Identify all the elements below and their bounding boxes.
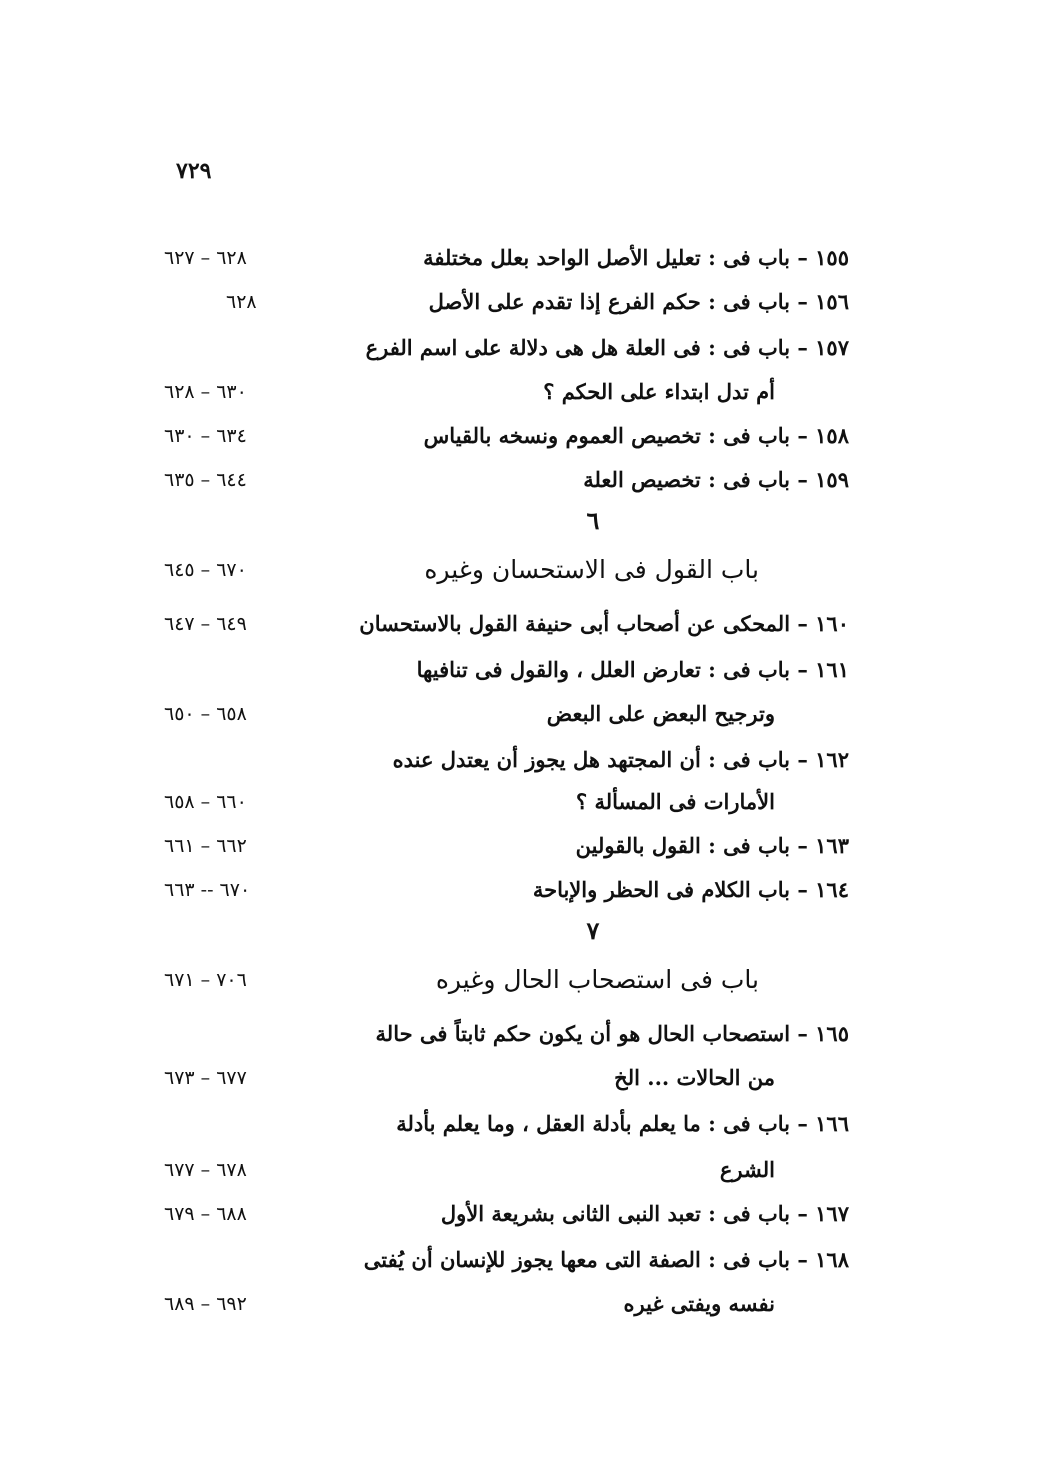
- toc-entry-pages: ٦٢٨: [226, 291, 257, 313]
- toc-entry-continuation: [0, 1150, 1037, 1194]
- toc-entry-continuation: [0, 1058, 1037, 1102]
- page-number: ٧٢٩: [176, 158, 212, 184]
- toc-entry-title: وترجيح البعض على البعض: [546, 701, 775, 726]
- toc-entry-continuation: [0, 782, 1037, 826]
- section-heading: [0, 960, 1037, 1004]
- toc-entry-title: ١٦٧ – باب فى : تعبد النبى الثانى بشريعة الأول: [440, 1201, 849, 1226]
- toc-entry-title: ١٥٥ – باب فى : تعليل الأصل الواحد بعلل مختلفة: [423, 245, 849, 270]
- toc-entry: [0, 282, 1037, 326]
- toc-entry-title: ١٥٩ – باب فى : تخصيص العلة: [583, 467, 849, 492]
- toc-entry-pages: ٦٧٨ – ٦٧٧: [164, 1159, 247, 1181]
- toc-entry: [0, 740, 1037, 784]
- toc-entry-title: ١٦٦ – باب فى : ما يعلم بأدلة العقل ، وما يعلم بأدلة: [396, 1111, 849, 1136]
- toc-entry-title: من الحالات ... الخ: [614, 1065, 775, 1090]
- toc-entry: [0, 238, 1037, 282]
- toc-entry: [0, 416, 1037, 460]
- toc-entry-title: ١٥٧ – باب فى : فى العلة هل هى دلالة على اسم الفرع: [365, 335, 849, 360]
- toc-entry-pages: ٦٢٨ – ٦٢٧: [164, 247, 247, 269]
- toc-entry-title: ١٦٨ – باب فى : الصفة التى معها يجوز للإنسان أن يُفتى: [363, 1247, 849, 1272]
- toc-entry-pages: ٦٤٩ – ٦٤٧: [164, 613, 247, 635]
- toc-entry-pages: ٦٣٠ – ٦٢٨: [164, 381, 247, 403]
- toc-entry-continuation: [0, 1284, 1037, 1328]
- toc-entry-pages: ٦٩٢ – ٦٨٩: [164, 1293, 247, 1315]
- toc-entry-title: ١٦٤ – باب الكلام فى الحظر والإباحة: [532, 877, 849, 902]
- toc-entry-pages: ٦٦٠ – ٦٥٨: [164, 791, 247, 813]
- toc-entry-title: الشرع: [719, 1157, 775, 1182]
- section-heading-title: باب القول فى الاستحسان وغيره: [424, 555, 759, 584]
- toc-entry-pages: ٦٧٠ -- ٦٦٣: [164, 879, 251, 901]
- toc-entry-pages: ٦٦٢ – ٦٦١: [164, 835, 247, 857]
- toc-entry-pages: ٦٧٧ – ٦٧٣: [164, 1067, 247, 1089]
- toc-entry-title: ١٥٦ – باب فى : حكم الفرع إذا تقدم على الأصل: [428, 289, 849, 314]
- toc-entry-pages: ٧٠٦ – ٦٧١: [164, 969, 247, 991]
- toc-entry-title: ١٦٣ – باب فى : القول بالقولين: [575, 833, 849, 858]
- toc-entry: [0, 1194, 1037, 1238]
- section-heading-title: باب فى استصحاب الحال وغيره: [435, 965, 759, 994]
- toc-entry: [0, 604, 1037, 648]
- toc-entry-pages: ٦٣٤ – ٦٣٠: [164, 425, 247, 447]
- toc-entry-title: نفسه ويفتى غيره: [623, 1291, 775, 1316]
- section-number: ٦: [586, 506, 600, 535]
- toc-entry: [0, 1014, 1037, 1058]
- section-heading: [0, 550, 1037, 594]
- toc-entry-continuation: [0, 372, 1037, 416]
- toc-entry-pages: ٦٥٨ – ٦٥٠: [164, 703, 247, 725]
- toc-entry: [0, 1104, 1037, 1148]
- toc-entry: [0, 870, 1037, 914]
- toc-entry: [0, 460, 1037, 504]
- toc-entry: [0, 650, 1037, 694]
- toc-entry-continuation: [0, 694, 1037, 738]
- toc-entry-pages: ٦٧٠ – ٦٤٥: [164, 559, 247, 581]
- toc-entry-title: ١٦٥ – استصحاب الحال هو أن يكون حكم ثابتاً فى حالة: [375, 1021, 849, 1046]
- section-number: ٧: [586, 916, 600, 945]
- toc-entry-pages: ٦٨٨ – ٦٧٩: [164, 1203, 247, 1225]
- toc-entry: [0, 1240, 1037, 1284]
- toc-entry-title: ١٦٠ – المحكى عن أصحاب أبى حنيفة القول بالاستحسان: [359, 611, 849, 636]
- toc-entry-title: الأمارات فى المسألة ؟: [576, 789, 775, 814]
- toc-entry-title: ١٦١ – باب فى : تعارض العلل ، والقول فى تنافيها: [416, 657, 849, 682]
- toc-entry: [0, 826, 1037, 870]
- toc-entry-title: ١٦٢ – باب فى : أن المجتهد هل يجوز أن يعتدل عنده: [392, 747, 849, 772]
- toc-entry-title: أم تدل ابتداء على الحكم ؟: [543, 379, 775, 404]
- toc-entry-title: ١٥٨ – باب فى : تخصيص العموم ونسخه بالقياس: [423, 423, 849, 448]
- toc-entry: [0, 328, 1037, 372]
- toc-entry-pages: ٦٤٤ – ٦٣٥: [164, 469, 247, 491]
